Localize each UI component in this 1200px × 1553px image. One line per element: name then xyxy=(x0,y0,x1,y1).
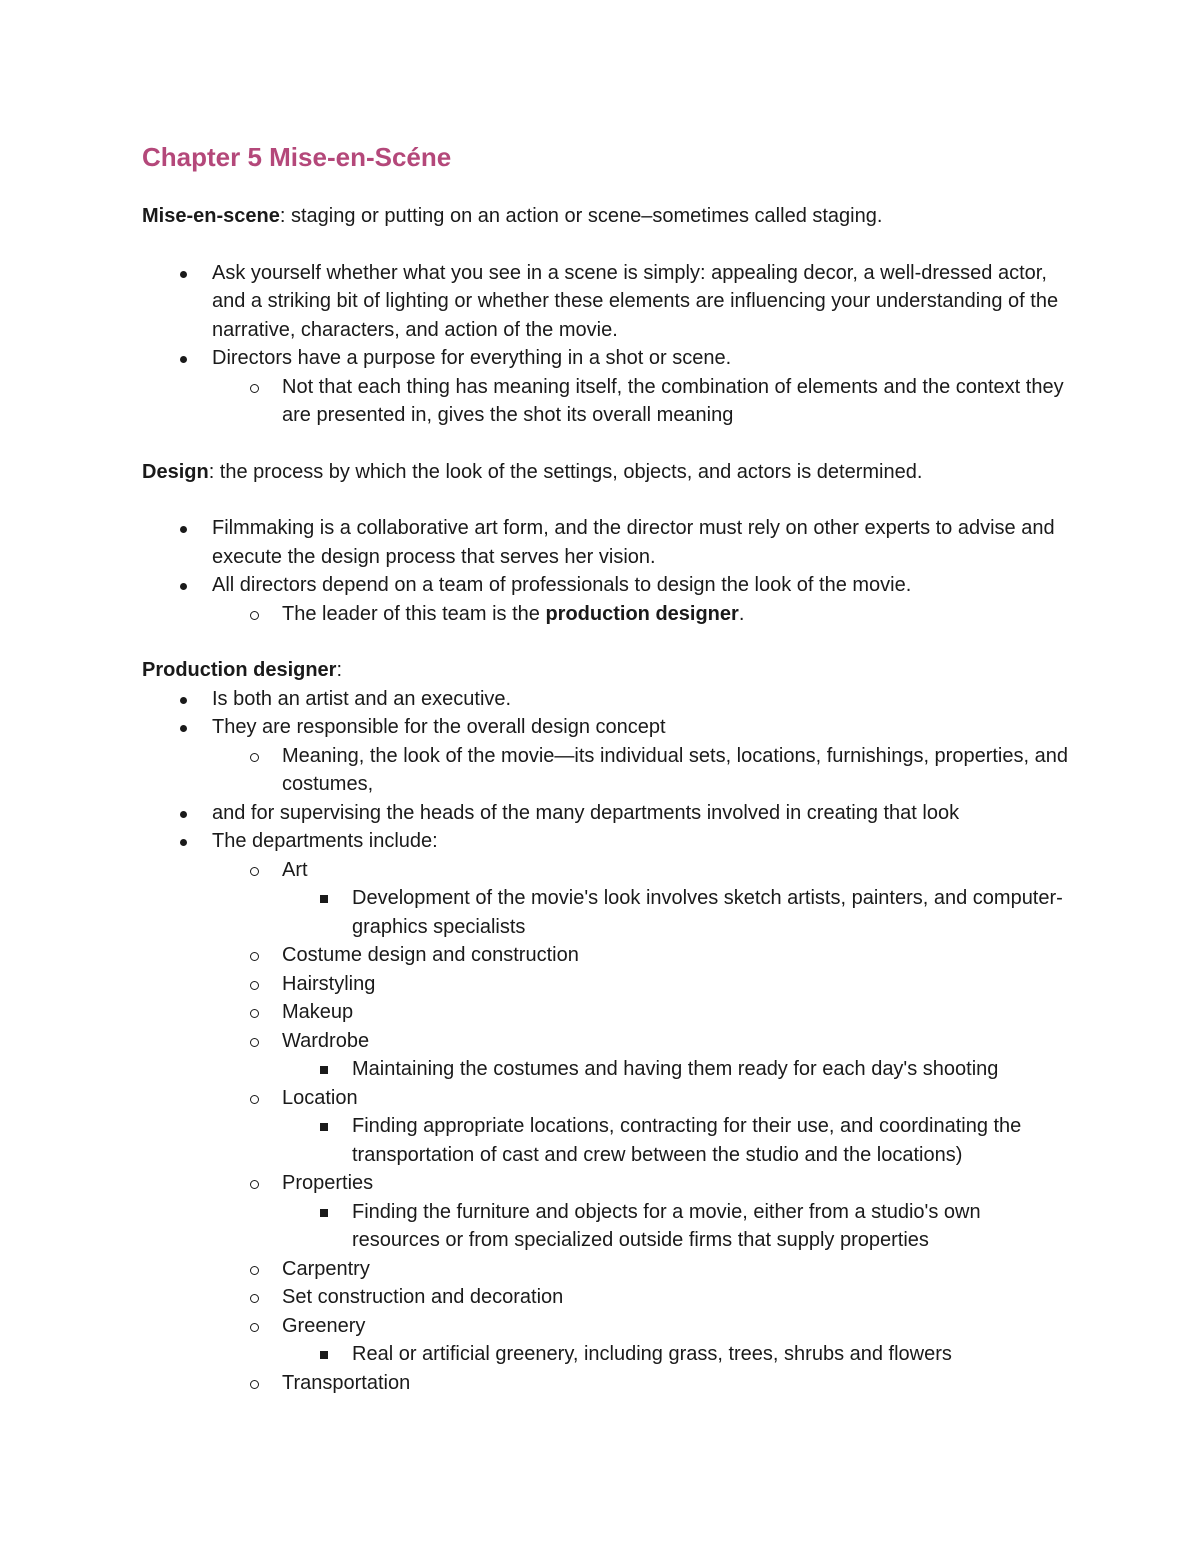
department-item: Costume design and construction xyxy=(282,944,579,966)
definition-text: : staging or putting on an action or scene–sometimes called staging. xyxy=(279,205,883,227)
term: Design xyxy=(142,460,209,483)
list-item: Directors have a purpose for everything in a shot or scene. Not that each thing has meaning itself, the combination of elements and the context they are presented in, gives the shot its overall meaning xyxy=(142,344,1072,430)
department-detail: Finding the furniture and objects for a movie, either from a studio's own resources or from specialized outside firms that supply properties xyxy=(352,1200,981,1251)
definition-design xyxy=(142,458,1072,487)
department-item: Makeup xyxy=(282,1001,354,1023)
department-item: Wardrobe Maintaining the costumes and having them ready for each day's shooting xyxy=(212,1027,1072,1084)
list-item: They are responsible for the overall design concept Meaning, the look of the movie—its individual sets, locations, furnishings, properties, and costumes, xyxy=(142,713,1072,799)
department-detail: Maintaining the costumes and having them ready for each day's shooting xyxy=(352,1058,999,1080)
list-item: Is both an artist and an executive. xyxy=(212,687,512,710)
list-item: Filmmaking is a collaborative art form, and the director must rely on other experts to advise and execute the design process that serves her vision. xyxy=(212,517,1055,568)
definition-production-designer: Production designer: xyxy=(142,659,343,681)
list-item: Ask yourself whether what you see in a scene is simply: appealing decor, a well-dressed actor, and a striking bit of lighting or whether these elements are influencing your understanding of the narrative, characters, and action of the movie. xyxy=(212,261,1059,341)
definition-text: : the process by which the look of the settings, objects, and actors is determined. xyxy=(208,460,923,483)
page-title: Chapter 5 Mise-en-Scéne xyxy=(142,142,452,172)
department-detail: Finding appropriate locations, contracting for their use, and coordinating the transportation of cast and crew between the studio and the locations) xyxy=(352,1115,1022,1166)
departments-list xyxy=(212,856,1072,1398)
bullet-list xyxy=(142,685,1072,1398)
department-detail: Real or artificial greenery, including grass, trees, shrubs and flowers xyxy=(352,1343,952,1365)
bullet-list xyxy=(142,259,1072,430)
department-item: Carpentry xyxy=(282,1257,370,1280)
department-item: Art Development of the movie's look involves sketch artists, painters, and computer-graphics specialists xyxy=(212,856,1072,942)
term: Production designer xyxy=(142,659,337,681)
list-item: Meaning, the look of the movie—its individual sets, locations, furnishings, properties, and costumes, xyxy=(282,744,1068,795)
department-item: Properties Finding the furniture and objects for a movie, either from a studio's own resources or from specialized outside firms that supply properties xyxy=(212,1169,1072,1255)
department-item: Greenery Real or artificial greenery, including grass, trees, shrubs and flowers xyxy=(212,1312,1072,1369)
term: Mise-en-scene xyxy=(142,205,280,227)
department-detail: Development of the movie's look involves sketch artists, painters, and computer-graphics specialists xyxy=(352,887,1063,938)
list-item: Not that each thing has meaning itself, the combination of elements and the context they are presented in, gives the shot its overall meaning xyxy=(282,375,1064,426)
definition-mise-en-scene xyxy=(142,202,1072,231)
department-item: Transportation xyxy=(282,1371,411,1394)
list-item: and for supervising the heads of the many departments involved in creating that look xyxy=(212,801,960,824)
department-item: Hairstyling xyxy=(282,972,376,995)
list-item: All directors depend on a team of professionals to design the look of the movie. The leader of this team is the production designer. xyxy=(142,571,1072,628)
department-item: Location Finding appropriate locations, contracting for their use, and coordinating the transportation of cast and crew between the studio and the locations) xyxy=(212,1084,1072,1170)
bullet-list xyxy=(142,514,1072,628)
list-item: The departments include: Art Development of the movie's look involves sketch artists, painters, and computer-graphics specialists Costume design and construction Hairstyling Makeup Wardrobe Maintaining the costumes and having them ready for each day's shooting Location Finding appropriate locations, contracting for their use, and coordinating the transportation of cast and crew between the studio and the locations) Properties Finding the furniture and objects for a movie, either from a studio's own resources or from specialized outside firms that supply properties Carpentry Set construction and decoration Greenery Real or artificial greenery, including grass, trees, shrubs and flowers Transportation xyxy=(142,827,1072,1397)
department-item: Set construction and decoration xyxy=(282,1286,564,1308)
list-item: The leader of this team is the production designer. xyxy=(282,602,745,625)
document-page xyxy=(142,140,1072,1397)
